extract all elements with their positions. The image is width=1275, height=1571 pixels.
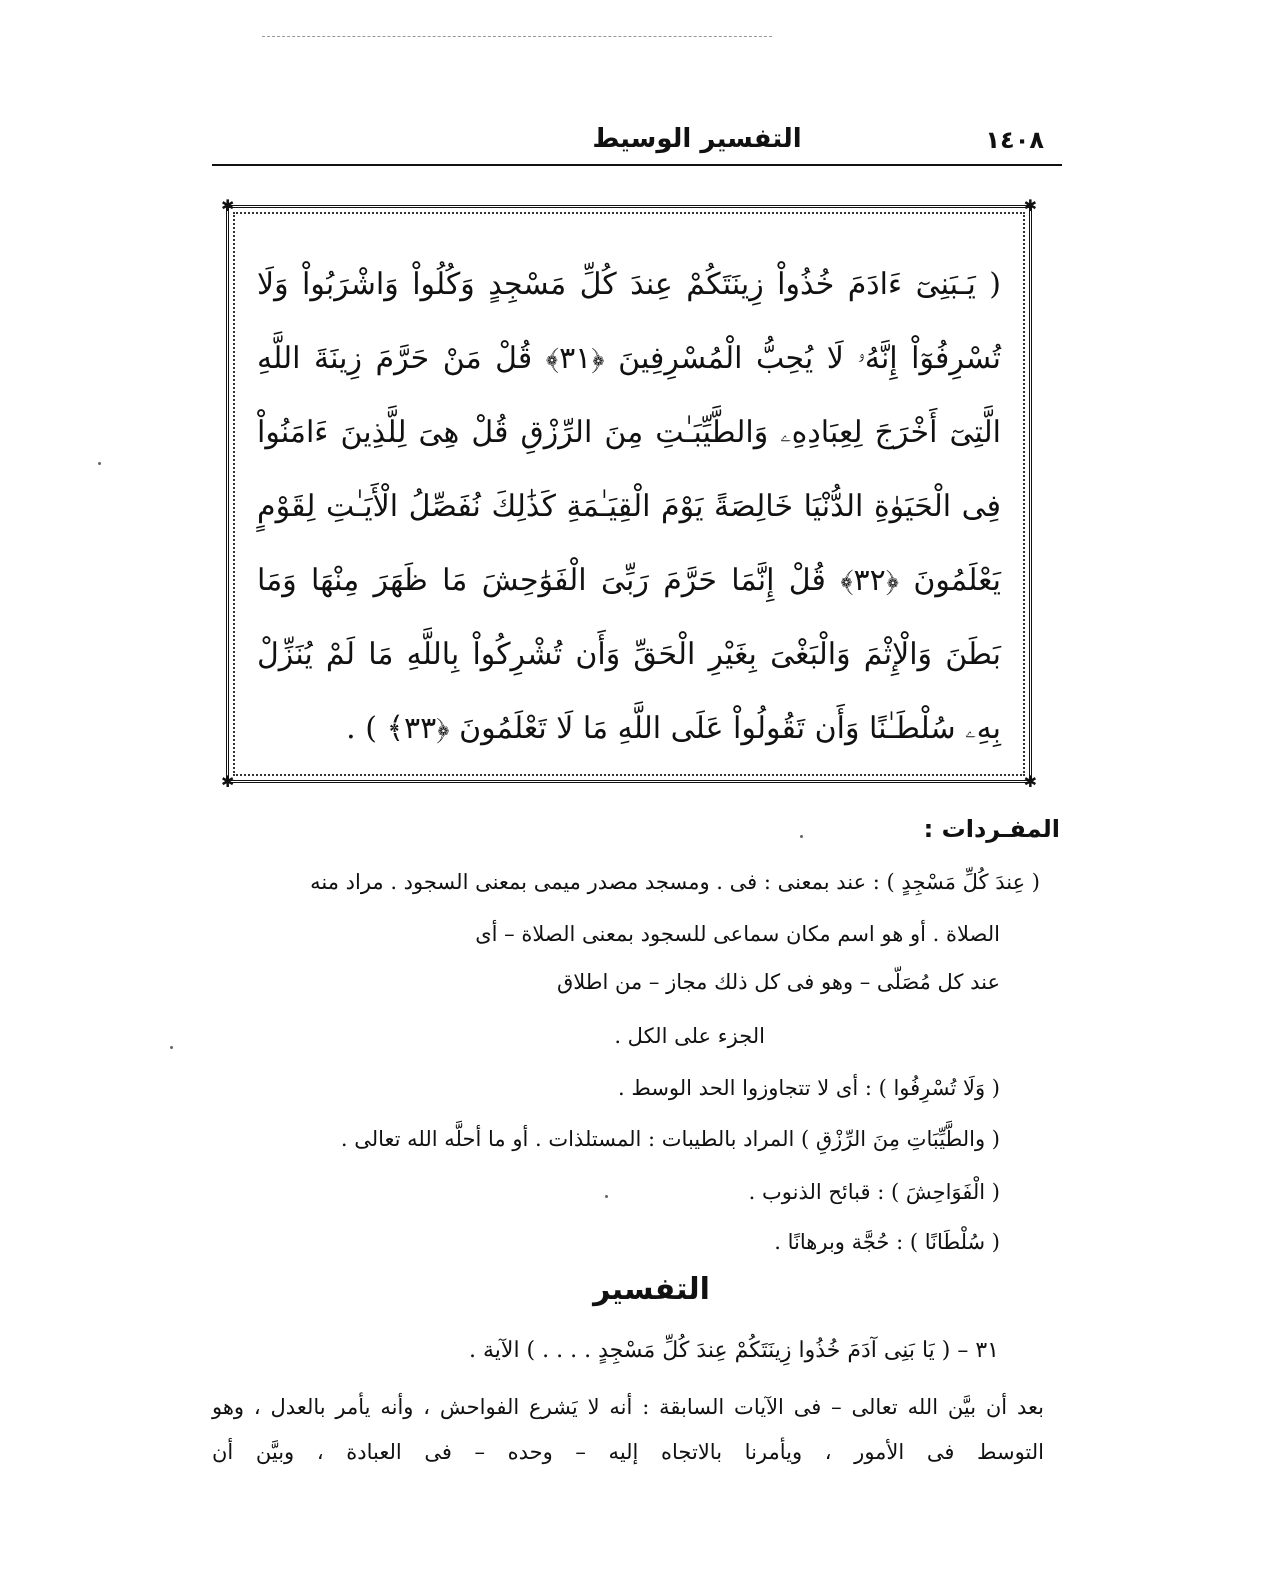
corner-star-icon: ✱ (1023, 772, 1037, 791)
vocabulary-line: ( الْفَوَاحِشَ ) : قبائح الذنوب . (748, 1180, 1000, 1204)
quran-verses: ( يَـبَنِىٓ ءَادَمَ خُذُواْ زِينَتَكُمْ عِندَ كُلِّ مَسْجِدٍ وَكُلُواْ وَاشْرَبُواْ وَلَا تُسْرِفُوٓاْ إِنَّهُۥ لَا يُحِبُّ الْمُسْرِفِينَ ﴿٣١﴾ قُلْ مَنْ حَرَّمَ زِينَةَ اللَّهِ الَّتِىٓ أَخْرَجَ لِعِبَادِهِۦ وَالطَّيِّبَـٰتِ مِنَ الرِّزْقِ قُلْ هِىَ لِلَّذِينَ ءَامَنُواْ فِى الْحَيَوٰةِ الدُّنْيَا خَالِصَةً يَوْمَ الْقِيَـٰمَةِ كَذَٰلِكَ نُفَصِّلُ الْأَيَـٰتِ لِقَوْمٍ يَعْلَمُونَ ﴿٣٢﴾ قُلْ إِنَّمَا حَرَّمَ رَبِّىَ الْفَوَٰحِشَ مَا ظَهَرَ مِنْهَا وَمَا بَطَنَ وَالْإِثْمَ وَالْبَغْىَ بِغَيْرِ الْحَقِّ وَأَن تُشْرِكُواْ بِاللَّهِ مَا لَمْ يُنَزِّلْ بِهِۦ سُلْطَـٰنًا وَأَن تَقُولُواْ عَلَى اللَّهِ مَا لَا تَعْلَمُونَ ﴿٣٣﴾ ) . (257, 267, 1001, 746)
vocabulary-line: الصلاة . أو هو اسم مكان سماعى للسجود بمعنى الصلاة – أى (475, 922, 1000, 946)
book-title: التفسير الوسيط (592, 124, 802, 154)
top-scan-line (262, 36, 772, 37)
verse-frame (221, 196, 1037, 791)
vocabulary-heading: المفـردات : (923, 815, 1060, 843)
vocabulary-line: ( عِندَ كُلِّ مَسْجِدٍ ) : عند بمعنى : فى . ومسجد مصدر ميمى بمعنى السجود . مراد منه (310, 870, 1040, 894)
page-header (212, 120, 1062, 166)
scan-speck (605, 1195, 608, 1198)
tafsir-heading: التفسير (593, 1272, 710, 1307)
scan-speck (98, 462, 101, 465)
vocabulary-line: عند كل مُصَلّى – وهو فى كل ذلك مجاز – من اطلاق (556, 970, 1000, 994)
vocabulary-line: ( والطَّيِّبَاتِ مِنَ الرِّزْقِ ) المراد بالطيبات : المستلذات . أو ما أحلَّه الله تعالى . (340, 1127, 1000, 1151)
vocabulary-line: ( وَلَا تُسْرِفُوا ) : أى لا تتجاوزوا الحد الوسط . (618, 1076, 1000, 1100)
verse-reference: ٣١ – ( يَا بَنِى آدَمَ خُذُوا زِينَتَكُمْ عِندَ كُلِّ مَسْجِدٍ . . . . ) الآية . (469, 1338, 999, 1363)
corner-star-icon: ✱ (221, 772, 235, 791)
corner-star-icon: ✱ (1023, 196, 1037, 215)
page-number: ١٤٠٨ (985, 126, 1044, 154)
corner-star-icon: ✱ (221, 196, 235, 215)
vocabulary-line: الجزء على الكل . (614, 1024, 765, 1048)
vocabulary-line: ( سُلْطَانًا ) : حُجَّة وبرهانًا . (774, 1230, 1000, 1254)
scan-speck (170, 1046, 173, 1049)
tafsir-paragraph: بعد أن بيَّن الله تعالى – فى الآيات السابقة : أنه لا يَشرع الفواحش ، وأنه يأمر بالعدل ، وهو التوسط فى الأمور ، ويأمرنا بالاتجاه إليه – وحده – فى العبادة ، وبيَّن أن (212, 1395, 1044, 1464)
scan-speck (800, 835, 803, 838)
